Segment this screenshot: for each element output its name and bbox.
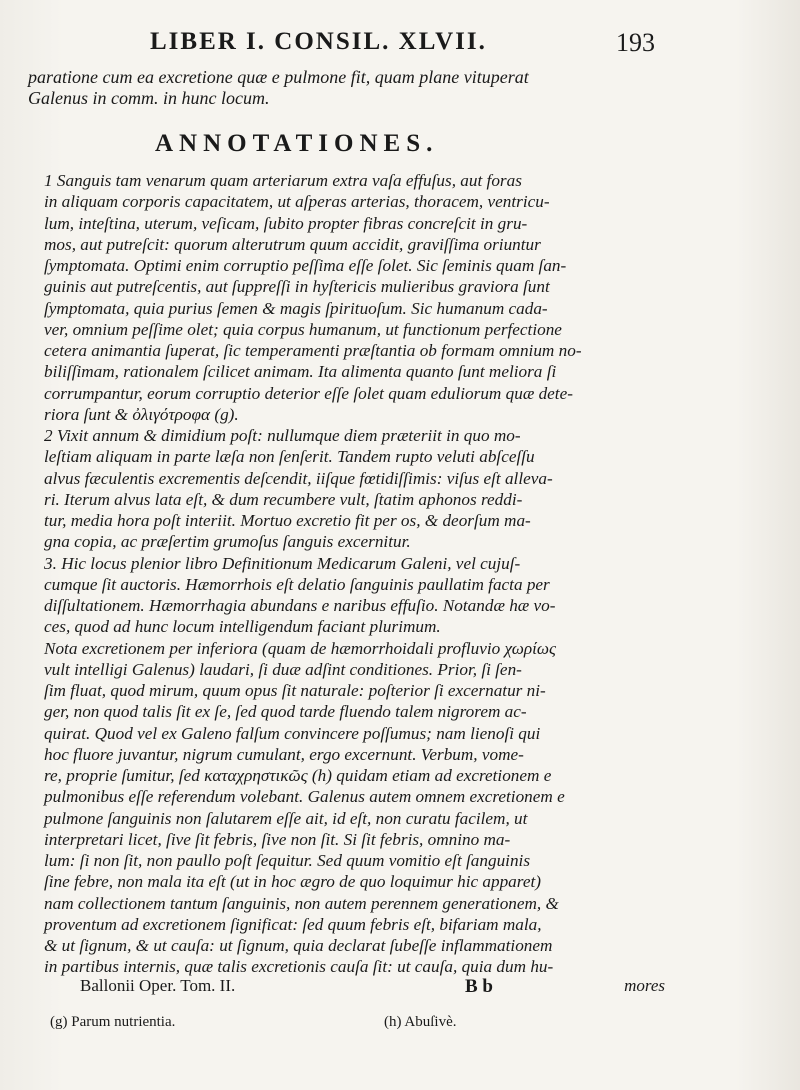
intro-line: paratione cum ea excretione quæ e pulmone fit, quam plane vituperat [28, 67, 529, 87]
text-line: tur, media hora poſt interiit. Mortuo excretio fit per os, & deorſum ma- [44, 511, 531, 530]
text-line: proventum ad excretionem ſignificat: ſed quum febris eſt, bifariam mala, [44, 914, 542, 934]
intro-paragraph [28, 66, 658, 109]
text-line: nam collectionem tantum ſanguinis, non autem perennem generationem, & [44, 893, 559, 913]
text-line: re, proprie ſumitur, ſed καταχρηστικῶς (h) quidam etiam ad excretionem e [44, 766, 552, 785]
text-line: mos, aut putreſcit: quorum alterutrum quum accidit, graviſſima oriuntur [44, 234, 541, 254]
text-line: lum, inteſtina, uterum, veſicam, ſubito propter fibras concreſcit in gru- [44, 213, 528, 233]
text-line: in aliquam corporis capacitatem, ut aſperas arterias, thoracem, ventricu- [44, 192, 550, 212]
text-line: ſine febre, non mala ita eſt (ut in hoc ægro de quo loquimur hic apparet) [44, 872, 541, 892]
text-line: corrumpantur, eorum corruptio deterior eſſe ſolet quam eduliorum quæ dete- [44, 383, 573, 403]
text-line: & ut ſignum, & ut cauſa: ut ſignum, quia declarat ſubeſſe inflammationem [44, 936, 553, 955]
intro-line: Galenus in comm. in hunc locum. [28, 88, 270, 109]
footnote-g: (g) Parum nutrientia. [50, 1014, 176, 1030]
text-line: ſymptomata. Optimi enim corruptio peſſima eſſe ſolet. Sic ſeminis quam ſan- [44, 256, 567, 275]
footer-catchword: mores [624, 976, 665, 995]
text-line: interpretari licet, ſive ſit febris, ſive non ſit. Si ſit febris, omnino ma- [44, 829, 511, 849]
text-line: gna copia, ac præſertim grumoſus ſanguis excernitur. [44, 532, 411, 552]
text-line: hoc fluore juvantur, nigrum cumulant, ergo excernunt. Verbum, vome- [44, 744, 524, 764]
text-line: quirat. Quod vel ex Galeno falſum convincere poſſumus; nam lienoſi qui [44, 723, 541, 743]
text-line: leſtiam aliquam in parte læſa non ſenſerit. Tandem rupto veluti abſceſſu [44, 447, 535, 467]
text-line: lum: ſi non ſit, non paullo poſt ſequitur. Sed quum vomitio eſt ſanguinis [44, 851, 531, 870]
text-line: pulmone ſanguinis non ſalutarem eſſe ait, id eſt, non curatu facilem, ut [44, 808, 528, 828]
footer-volume: Ballonii Oper. Tom. II. [80, 976, 236, 995]
text-line: cumque ſit auctoris. Hæmorrhois eſt delatio ſanguinis paullatim facta per [44, 574, 550, 594]
text-line: biliſſimam, rationalem ſcilicet animam. Ita alimenta quanto ſunt meliora ſi [44, 362, 557, 382]
text-line: 3. Hic locus plenior libro Definitionum Medicarum Galeni, vel cujuſ- [44, 553, 521, 573]
section-heading: ANNOTATIONES. [155, 130, 439, 157]
text-line: alvus fæculentis excrementis deſcendit, iiſque fœtidiſſimis: viſus eſt alleva- [44, 468, 553, 488]
text-line: vult intelligi Galenus) laudari, ſi duæ adſint conditiones. Prior, ſi ſen- [44, 659, 522, 679]
text-line: ger, non quod talis ſit ex ſe, ſed quod tarde fluendo talem nigrorem ac- [44, 702, 527, 722]
text-line: ri. Iterum alvus lata eſt, & dum recumbere vult, ſtatim aphonos reddi- [44, 489, 523, 509]
footer-signature: B b [465, 976, 493, 997]
footnote-h: (h) Abuſivè. [384, 1014, 457, 1030]
header-title: LIBER I. CONSIL. XLVII. [150, 28, 487, 55]
text-line: pulmonibus eſſe referendum volebant. Galenus autem omnem excretionem e [44, 787, 565, 807]
text-line: ſim fluat, quod mirum, quum opus ſit naturale: poſterior ſi excernatur ni- [44, 681, 546, 700]
text-line: ces, quod ad hunc locum intelligendum faciant plurimum. [44, 617, 441, 637]
text-line: guinis aut putreſcentis, aut ſuppreſſi in hyſtericis mulieribus graviora ſunt [44, 277, 550, 297]
text-line: diſſultationem. Hæmorrhagia abundans e naribus effuſio. Notandæ hæ vo- [44, 596, 556, 615]
text-line: ſymptomata, quia purius ſemen & magis ſpirituoſum. Sic humanum cada- [44, 298, 548, 318]
text-line: 1 Sanguis tam venarum quam arteriarum extra vaſa effuſus, aut foras [44, 171, 522, 190]
page-number: 193 [616, 28, 655, 57]
annotations-body [44, 170, 664, 978]
text-line: in partibus internis, quæ talis excretionis cauſa ſit: ut cauſa, quia dum hu- [44, 957, 554, 977]
text-line: cetera animantia ſuperat, ſic temperamenti præſtantia ob formam omnium no- [44, 341, 582, 360]
text-line: Nota excretionem per inferiora (quam de hæmorrhoidali profluvio χωρίως [44, 638, 556, 658]
text-line: ver, omnium peſſime olet; quia corpus humanum, ut functionum perfectione [44, 319, 562, 339]
text-line: 2 Vixit annum & dimidium poſt: nullumque diem præteriit in quo mo- [44, 426, 521, 445]
text-line: riora ſunt & ὀλιγότροφα (g). [44, 404, 239, 424]
